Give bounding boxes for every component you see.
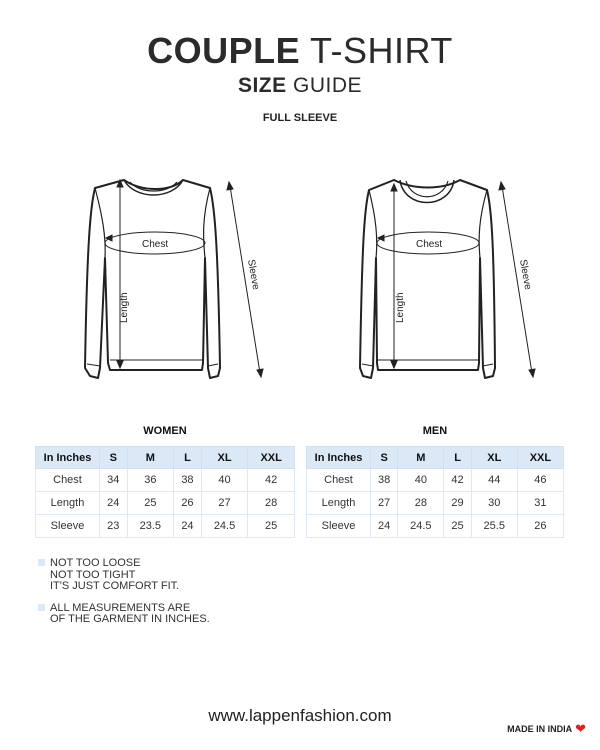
table-cell: 27 <box>201 492 248 515</box>
table-cell: 40 <box>201 469 248 492</box>
table-cell: 31 <box>517 492 563 515</box>
table-cell: 42 <box>248 469 295 492</box>
table-cell: 24.5 <box>201 515 248 538</box>
women-sleeve-label: Sleeve <box>245 258 262 291</box>
table-header-cell: In Inches <box>36 447 100 469</box>
table-cell: 44 <box>471 469 517 492</box>
title-light: T-SHIRT <box>310 30 453 71</box>
table-cell: 25.5 <box>471 515 517 538</box>
table-cell: 40 <box>398 469 444 492</box>
men-length-label: Length <box>395 292 406 323</box>
table-cell: 25 <box>248 515 295 538</box>
note-line: IT'S JUST COMFORT FIT. <box>50 580 180 592</box>
table-header-cell: L <box>174 447 202 469</box>
table-cell: Length <box>307 492 371 515</box>
table-row <box>307 515 564 538</box>
heart-icon: ❤ <box>575 721 586 736</box>
table-header-row <box>307 447 564 469</box>
table-row <box>36 515 295 538</box>
table-row <box>307 492 564 515</box>
table-cell: 25 <box>127 492 174 515</box>
subtitle-bold: SIZE <box>237 74 287 97</box>
fit-notes <box>38 558 210 636</box>
made-in-india-badge <box>507 721 586 736</box>
note-measurements <box>38 603 210 626</box>
women-size-table <box>35 446 295 538</box>
table-cell: 24 <box>371 515 398 538</box>
men-chest-label: Chest <box>416 239 443 250</box>
table-header-cell: XXL <box>517 447 563 469</box>
table-cell: 46 <box>517 469 563 492</box>
table-cell: 38 <box>174 469 202 492</box>
table-cell: 36 <box>127 469 174 492</box>
table-cell: 34 <box>100 469 128 492</box>
table-header-cell: In Inches <box>307 447 371 469</box>
table-header-cell: XXL <box>248 447 295 469</box>
table-cell: 42 <box>444 469 471 492</box>
table-cell: Length <box>36 492 100 515</box>
table-cell: Sleeve <box>307 515 371 538</box>
table-cell: 23.5 <box>127 515 174 538</box>
table-row <box>36 469 295 492</box>
table-header-cell: XL <box>471 447 517 469</box>
table-row <box>307 469 564 492</box>
table-cell: 30 <box>471 492 517 515</box>
square-bullet-icon <box>38 559 45 566</box>
table-cell: 24.5 <box>398 515 444 538</box>
table-cell: Chest <box>307 469 371 492</box>
website-url: www.lappenfashion.com <box>208 706 392 725</box>
title-bold: COUPLE <box>147 30 301 71</box>
table-cell: 27 <box>371 492 398 515</box>
made-in-label: MADE IN INDIA <box>507 724 573 734</box>
women-shirt-diagram <box>50 168 290 388</box>
note-comfort-fit <box>38 558 210 593</box>
women-shirt-outline <box>85 180 220 378</box>
table-cell: 38 <box>371 469 398 492</box>
table-cell: Sleeve <box>36 515 100 538</box>
table-cell: 26 <box>517 515 563 538</box>
table-header-cell: M <box>398 447 444 469</box>
men-sleeve-label: Sleeve <box>517 258 534 291</box>
table-cell: 23 <box>100 515 128 538</box>
sleeve-type-label: FULL SLEEVE <box>262 112 338 124</box>
men-shirt-svg <box>322 168 562 388</box>
page-title <box>0 30 600 72</box>
page-subtitle <box>0 74 600 98</box>
women-length-label: Length <box>119 292 130 323</box>
table-row <box>36 492 295 515</box>
note-line: OF THE GARMENT IN INCHES. <box>50 613 210 625</box>
table-cell: 24 <box>100 492 128 515</box>
table-header-cell: L <box>444 447 471 469</box>
table-header-cell: XL <box>201 447 248 469</box>
men-table-title: MEN <box>422 425 448 437</box>
table-header-cell: S <box>371 447 398 469</box>
women-table-title: WOMEN <box>143 425 187 437</box>
women-shirt-svg <box>50 168 290 388</box>
square-bullet-icon <box>38 604 45 611</box>
men-shirt-outline <box>360 180 495 378</box>
table-header-cell: S <box>100 447 128 469</box>
table-cell: Chest <box>36 469 100 492</box>
table-cell: 26 <box>174 492 202 515</box>
men-shirt-diagram <box>322 168 562 388</box>
table-header-row <box>36 447 295 469</box>
table-cell: 24 <box>174 515 202 538</box>
table-cell: 25 <box>444 515 471 538</box>
note-line: ALL MEASUREMENTS ARE <box>50 601 191 614</box>
women-chest-label: Chest <box>142 239 169 250</box>
table-cell: 28 <box>398 492 444 515</box>
men-size-table <box>306 446 564 538</box>
note-line: NOT TOO LOOSE <box>50 557 141 569</box>
subtitle-light: GUIDE <box>293 74 363 97</box>
note-line: NOT TOO TIGHT <box>50 568 136 581</box>
table-header-cell: M <box>127 447 174 469</box>
table-cell: 29 <box>444 492 471 515</box>
table-cell: 28 <box>248 492 295 515</box>
